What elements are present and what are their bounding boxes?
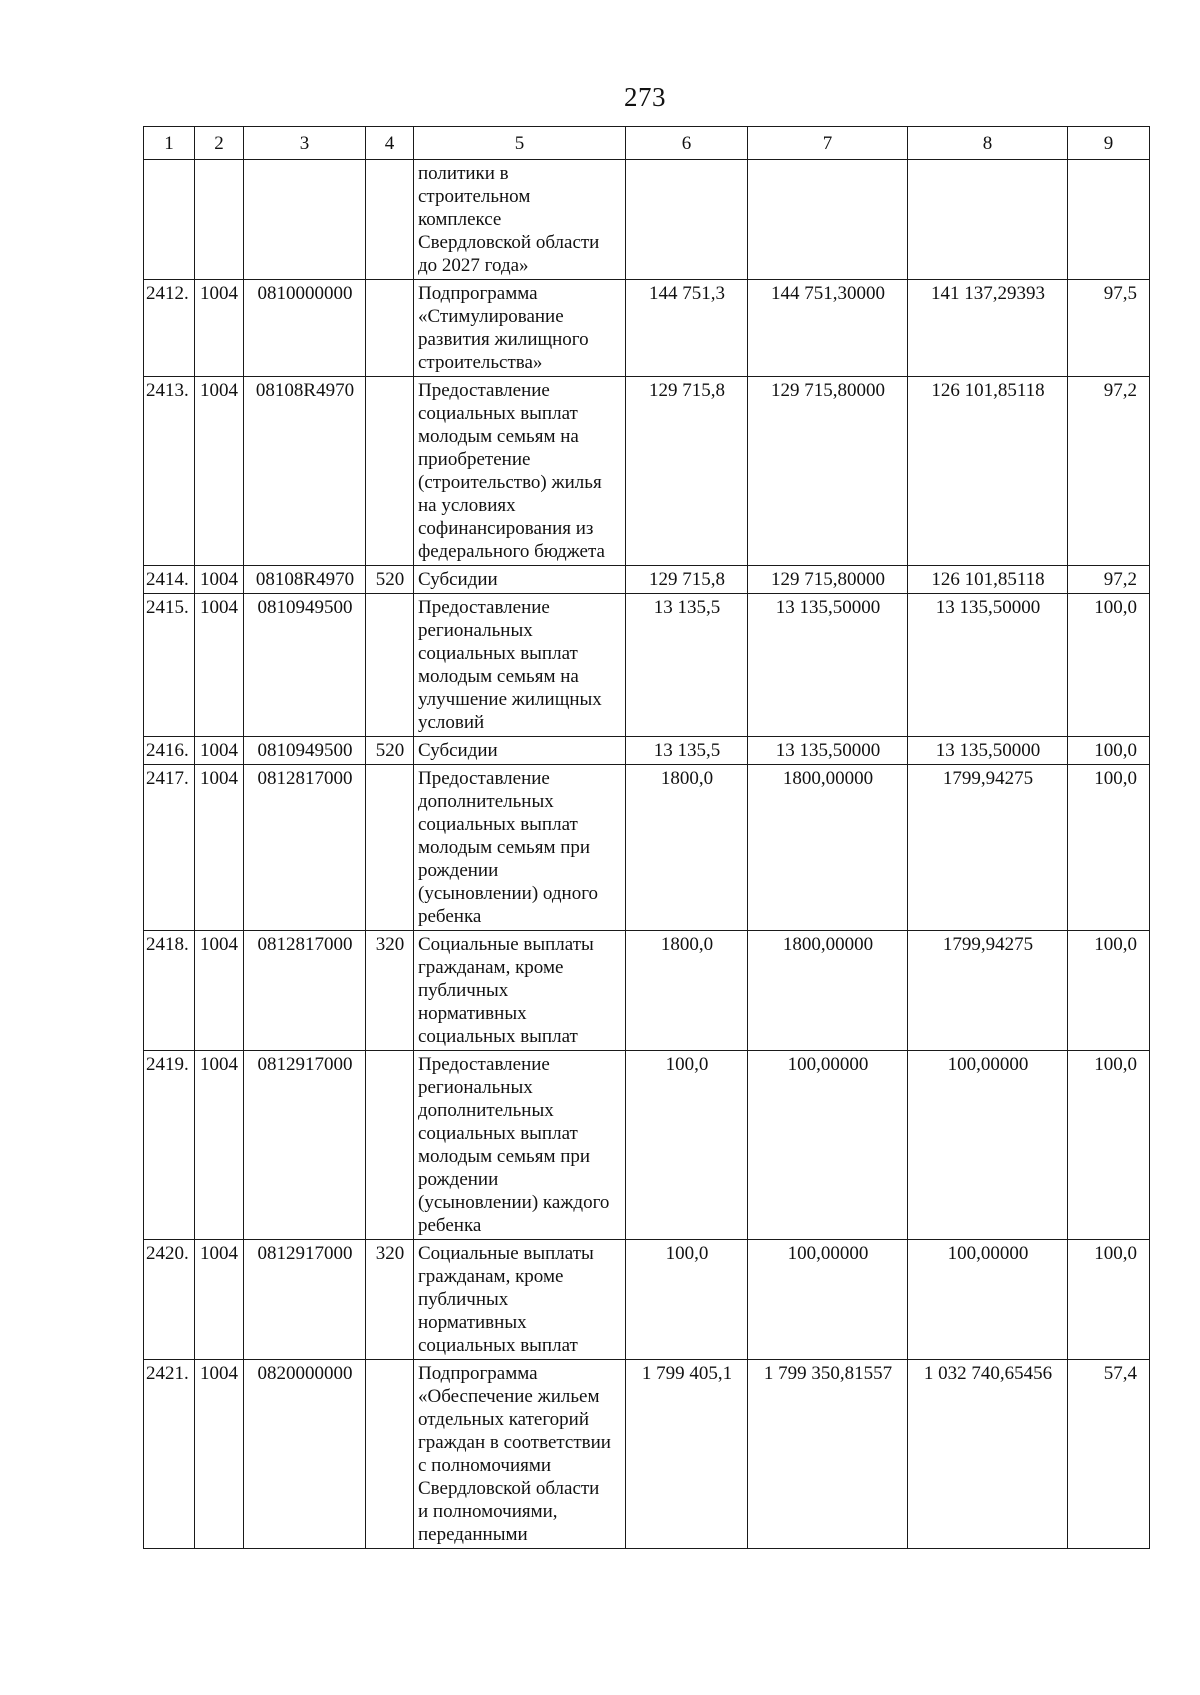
budget-table — [143, 126, 1150, 1549]
cell-executed-amount: 1 032 740,65456 — [908, 1360, 1068, 1549]
cell-row-number: 2419. — [144, 1051, 195, 1240]
cell-row-number: 2421. — [144, 1360, 195, 1549]
cell-planned-amount: 1800,0 — [626, 765, 748, 931]
cell-planned-amount: 129 715,8 — [626, 566, 748, 594]
cell-planned-amount: 13 135,5 — [626, 737, 748, 765]
cell-target-article: 08108R4970 — [244, 566, 366, 594]
cell-row-number: 2412. — [144, 280, 195, 377]
cell-planned-amount: 1800,0 — [626, 931, 748, 1051]
cell-expense-type: 520 — [366, 566, 414, 594]
cell-section-code: 1004 — [195, 566, 244, 594]
cell-expense-type — [366, 1051, 414, 1240]
cell-row-number: 2417. — [144, 765, 195, 931]
cell-target-article: 0810949500 — [244, 594, 366, 737]
table-row — [144, 1240, 1150, 1360]
cell-expense-type — [366, 765, 414, 931]
cell-section-code: 1004 — [195, 594, 244, 737]
cell-description: Предоставление дополнительных социальных выплат молодым семьям при рождении (усыновлении) одного ребенка — [414, 765, 626, 931]
cell-percent: 97,2 — [1068, 566, 1150, 594]
cell-description: Субсидии — [414, 566, 626, 594]
cell-percent: 100,0 — [1068, 1051, 1150, 1240]
cell-row-number: 2418. — [144, 931, 195, 1051]
cell-target-article: 0812917000 — [244, 1240, 366, 1360]
cell-percent: 100,0 — [1068, 931, 1150, 1051]
header-cell-2: 2 — [195, 127, 244, 160]
table-row — [144, 931, 1150, 1051]
cell-percent: 97,2 — [1068, 377, 1150, 566]
cell-section-code: 1004 — [195, 1051, 244, 1240]
cell-percent: 100,0 — [1068, 1240, 1150, 1360]
cell-row-number: 2413. — [144, 377, 195, 566]
cell-target-article: 0812917000 — [244, 1051, 366, 1240]
cell-executed-amount: 1799,94275 — [908, 765, 1068, 931]
cell-expense-type — [366, 377, 414, 566]
cell-percent: 100,0 — [1068, 594, 1150, 737]
table-row — [144, 1051, 1150, 1240]
cell-description: Субсидии — [414, 737, 626, 765]
cell-expense-type: 520 — [366, 737, 414, 765]
header-cell-8: 8 — [908, 127, 1068, 160]
cell-section-code — [195, 160, 244, 280]
cell-description: Предоставление социальных выплат молодым семьям на приобретение (строительство) жилья на условиях софинансирования из федерального бюджета — [414, 377, 626, 566]
cell-approved-amount — [748, 160, 908, 280]
cell-percent: 57,4 — [1068, 1360, 1150, 1549]
table-row — [144, 765, 1150, 931]
cell-target-article: 0812817000 — [244, 931, 366, 1051]
header-row — [144, 127, 1150, 160]
cell-executed-amount — [908, 160, 1068, 280]
cell-executed-amount: 126 101,85118 — [908, 566, 1068, 594]
cell-target-article: 0810949500 — [244, 737, 366, 765]
cell-target-article: 0810000000 — [244, 280, 366, 377]
cell-percent — [1068, 160, 1150, 280]
cell-approved-amount: 1800,00000 — [748, 765, 908, 931]
header-cell-5: 5 — [414, 127, 626, 160]
cell-description: Предоставление региональных социальных выплат молодым семьям на улучшение жилищных условий — [414, 594, 626, 737]
cell-executed-amount: 100,00000 — [908, 1051, 1068, 1240]
cell-expense-type: 320 — [366, 1240, 414, 1360]
cell-description: Подпрограмма «Обеспечение жильем отдельных категорий граждан в соответствии с полномочиями Свердловской области и полномочиями, переданными — [414, 1360, 626, 1549]
table-row — [144, 737, 1150, 765]
cell-approved-amount: 100,00000 — [748, 1051, 908, 1240]
cell-executed-amount: 141 137,29393 — [908, 280, 1068, 377]
cell-expense-type — [366, 1360, 414, 1549]
cell-description: Социальные выплаты гражданам, кроме публичных нормативных социальных выплат — [414, 1240, 626, 1360]
cell-section-code: 1004 — [195, 377, 244, 566]
cell-executed-amount: 126 101,85118 — [908, 377, 1068, 566]
cell-section-code: 1004 — [195, 280, 244, 377]
cell-row-number: 2416. — [144, 737, 195, 765]
cell-target-article — [244, 160, 366, 280]
cell-target-article: 08108R4970 — [244, 377, 366, 566]
header-cell-4: 4 — [366, 127, 414, 160]
cell-approved-amount: 13 135,50000 — [748, 594, 908, 737]
cell-expense-type — [366, 280, 414, 377]
cell-description: Предоставление региональных дополнительных социальных выплат молодым семьям при рождении (усыновлении) каждого ребенка — [414, 1051, 626, 1240]
cell-expense-type: 320 — [366, 931, 414, 1051]
header-cell-6: 6 — [626, 127, 748, 160]
table-row — [144, 1360, 1150, 1549]
cell-planned-amount: 144 751,3 — [626, 280, 748, 377]
cell-planned-amount: 100,0 — [626, 1051, 748, 1240]
cell-approved-amount: 129 715,80000 — [748, 566, 908, 594]
cell-target-article: 0820000000 — [244, 1360, 366, 1549]
cell-approved-amount: 13 135,50000 — [748, 737, 908, 765]
cell-description: Социальные выплаты гражданам, кроме публичных нормативных социальных выплат — [414, 931, 626, 1051]
cell-row-number: 2420. — [144, 1240, 195, 1360]
cell-approved-amount: 100,00000 — [748, 1240, 908, 1360]
cell-expense-type — [366, 160, 414, 280]
cell-planned-amount: 1 799 405,1 — [626, 1360, 748, 1549]
cell-section-code: 1004 — [195, 931, 244, 1051]
cell-planned-amount: 100,0 — [626, 1240, 748, 1360]
cell-executed-amount: 13 135,50000 — [908, 737, 1068, 765]
cell-percent: 100,0 — [1068, 737, 1150, 765]
cell-row-number: 2415. — [144, 594, 195, 737]
cell-planned-amount — [626, 160, 748, 280]
cell-description: политики в строительном комплексе Свердловской области до 2027 года» — [414, 160, 626, 280]
cell-executed-amount: 13 135,50000 — [908, 594, 1068, 737]
cell-executed-amount: 1799,94275 — [908, 931, 1068, 1051]
header-cell-3: 3 — [244, 127, 366, 160]
header-cell-1: 1 — [144, 127, 195, 160]
cell-section-code: 1004 — [195, 1240, 244, 1360]
cell-planned-amount: 13 135,5 — [626, 594, 748, 737]
cell-section-code: 1004 — [195, 737, 244, 765]
table-row — [144, 566, 1150, 594]
cell-section-code: 1004 — [195, 765, 244, 931]
table-row — [144, 160, 1150, 280]
cell-planned-amount: 129 715,8 — [626, 377, 748, 566]
cell-description: Подпрограмма «Стимулирование развития жилищного строительства» — [414, 280, 626, 377]
cell-approved-amount: 144 751,30000 — [748, 280, 908, 377]
cell-percent: 97,5 — [1068, 280, 1150, 377]
cell-percent: 100,0 — [1068, 765, 1150, 931]
header-cell-9: 9 — [1068, 127, 1150, 160]
table-row — [144, 594, 1150, 737]
cell-expense-type — [366, 594, 414, 737]
table-row — [144, 377, 1150, 566]
cell-row-number: 2414. — [144, 566, 195, 594]
page-number: 273 — [624, 82, 666, 112]
cell-executed-amount: 100,00000 — [908, 1240, 1068, 1360]
cell-approved-amount: 1800,00000 — [748, 931, 908, 1051]
table-body — [144, 160, 1150, 1549]
cell-row-number — [144, 160, 195, 280]
table-row — [144, 280, 1150, 377]
header-cell-7: 7 — [748, 127, 908, 160]
cell-section-code: 1004 — [195, 1360, 244, 1549]
cell-approved-amount: 1 799 350,81557 — [748, 1360, 908, 1549]
cell-target-article: 0812817000 — [244, 765, 366, 931]
cell-approved-amount: 129 715,80000 — [748, 377, 908, 566]
